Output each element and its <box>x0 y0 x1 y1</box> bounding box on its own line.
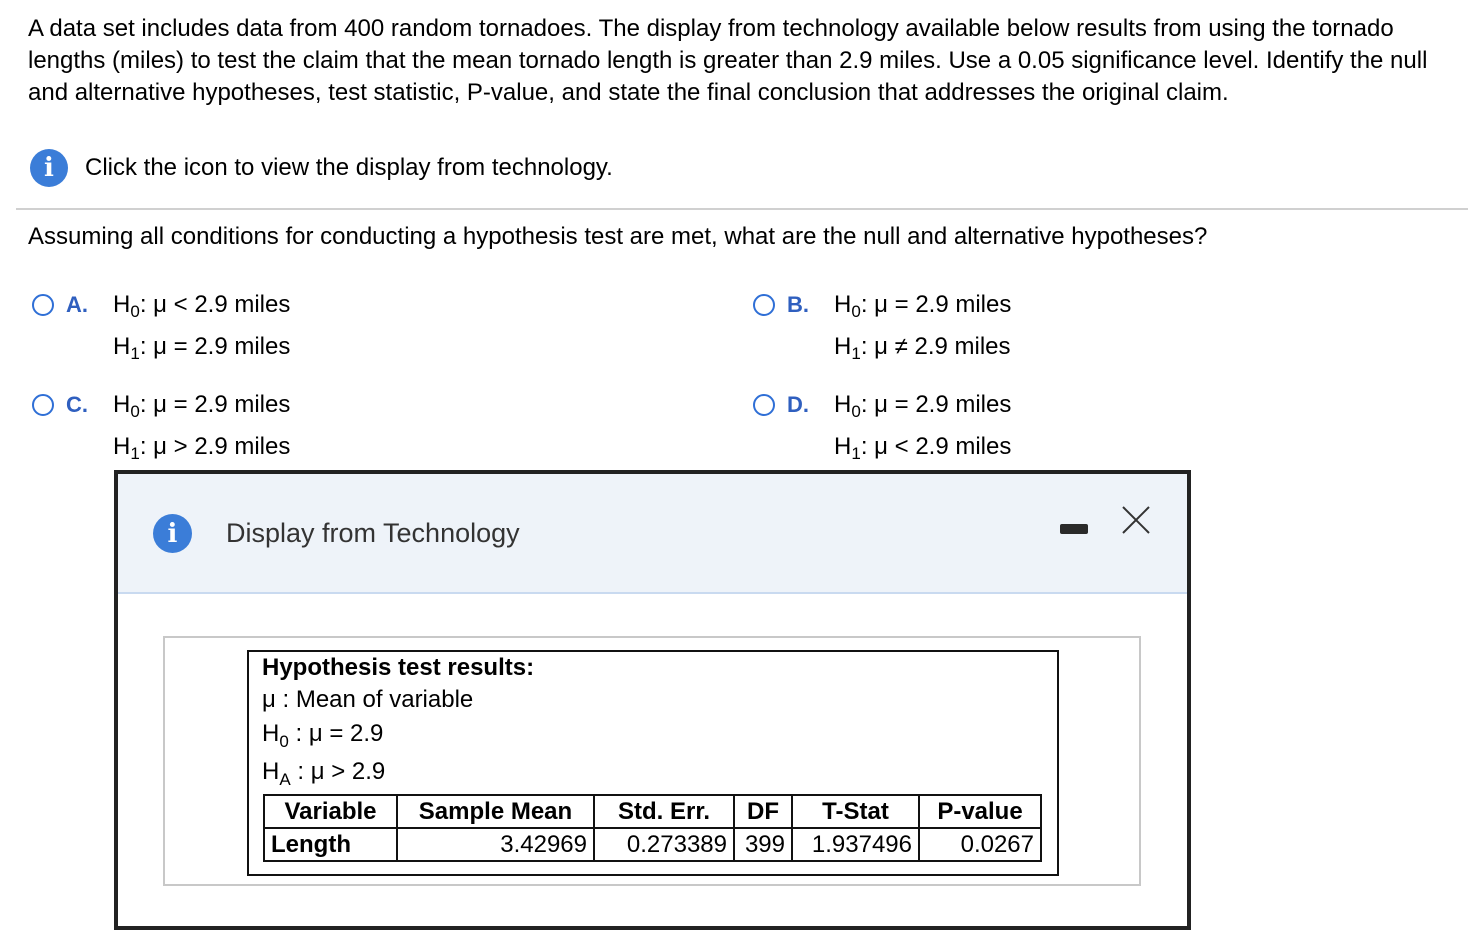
alt-hypothesis: $H_1$: μ > 2.9 miles <box>113 433 291 463</box>
option-letter: D. <box>787 392 809 417</box>
dialog-header[interactable] <box>118 474 1187 594</box>
column-header: Std. Err. <box>594 795 734 828</box>
results-table <box>263 794 1042 862</box>
option-hypotheses <box>113 386 290 470</box>
column-header: Variable <box>264 795 397 828</box>
radio-button[interactable] <box>753 394 775 416</box>
table-header-row <box>264 795 1041 828</box>
table-cell: 399 <box>734 828 792 861</box>
section-divider <box>16 208 1468 210</box>
option-hypotheses <box>113 286 290 370</box>
option-b[interactable] <box>753 286 1011 370</box>
info-icon[interactable]: i <box>30 149 68 187</box>
column-header: DF <box>734 795 792 828</box>
results-title: Hypothesis test results: <box>262 654 535 681</box>
option-d[interactable] <box>753 386 1011 470</box>
option-hypotheses <box>834 386 1011 470</box>
hypothesis-results-box <box>247 650 1059 876</box>
technology-dialog <box>114 470 1191 930</box>
info-icon: i <box>153 514 192 553</box>
table-cell: 0.0267 <box>919 828 1041 861</box>
table-cell: 0.273389 <box>594 828 734 861</box>
alt-hypothesis: $H_1$: μ < 2.9 miles <box>834 433 1012 463</box>
option-c[interactable] <box>32 386 290 470</box>
question-prompt: Assuming all conditions for conducting a hypothesis test are met, what are the null and alternative hypotheses? <box>28 223 1208 250</box>
option-a[interactable] <box>32 286 290 370</box>
null-hypothesis: $H_0$: μ = 2.9 miles <box>834 291 1012 321</box>
radio-button[interactable] <box>753 294 775 316</box>
option-letter: B. <box>787 292 809 317</box>
results-alt-hypothesis: $H_A$ : μ > 2.9 <box>262 758 386 789</box>
null-hypothesis: $H_0$: μ = 2.9 miles <box>834 391 1012 421</box>
option-letter: C. <box>66 392 88 417</box>
table-cell: Length <box>264 828 397 861</box>
null-hypothesis: $H_0$: μ = 2.9 miles <box>113 391 291 421</box>
minimize-button[interactable] <box>1060 524 1088 534</box>
column-header: Sample Mean <box>397 795 594 828</box>
question-text: A data set includes data from 400 random tornadoes. The display from technology available below results from using the tornado lengths (miles) to test the claim that the mean tornado length is greater than 2.9 miles. Use a 0.05 significance level. Identify the null and alternative hypotheses, test statistic, P-value, and state the final conclusion that addresses the original claim. <box>28 15 1428 106</box>
option-hypotheses <box>834 286 1011 370</box>
results-panel <box>163 636 1141 886</box>
option-letter: A. <box>66 292 88 317</box>
table-cell: 1.937496 <box>792 828 919 861</box>
alt-hypothesis: $H_1$: μ = 2.9 miles <box>113 333 291 363</box>
column-header: P-value <box>919 795 1041 828</box>
table-row <box>264 828 1041 861</box>
results-null-hypothesis: $H_0$ : μ = 2.9 <box>262 720 384 751</box>
info-row <box>30 148 613 188</box>
dialog-title: Display from Technology <box>226 518 520 548</box>
radio-button[interactable] <box>32 394 54 416</box>
close-icon[interactable] <box>1120 504 1152 536</box>
table-cell: 3.42969 <box>397 828 594 861</box>
column-header: T-Stat <box>792 795 919 828</box>
radio-button[interactable] <box>32 294 54 316</box>
null-hypothesis: $H_0$: μ < 2.9 miles <box>113 291 291 321</box>
alt-hypothesis: $H_1$: μ ≠ 2.9 miles <box>834 333 1011 363</box>
info-text: Click the icon to view the display from technology. <box>85 154 613 181</box>
mu-definition: μ : Mean of variable <box>262 686 474 713</box>
